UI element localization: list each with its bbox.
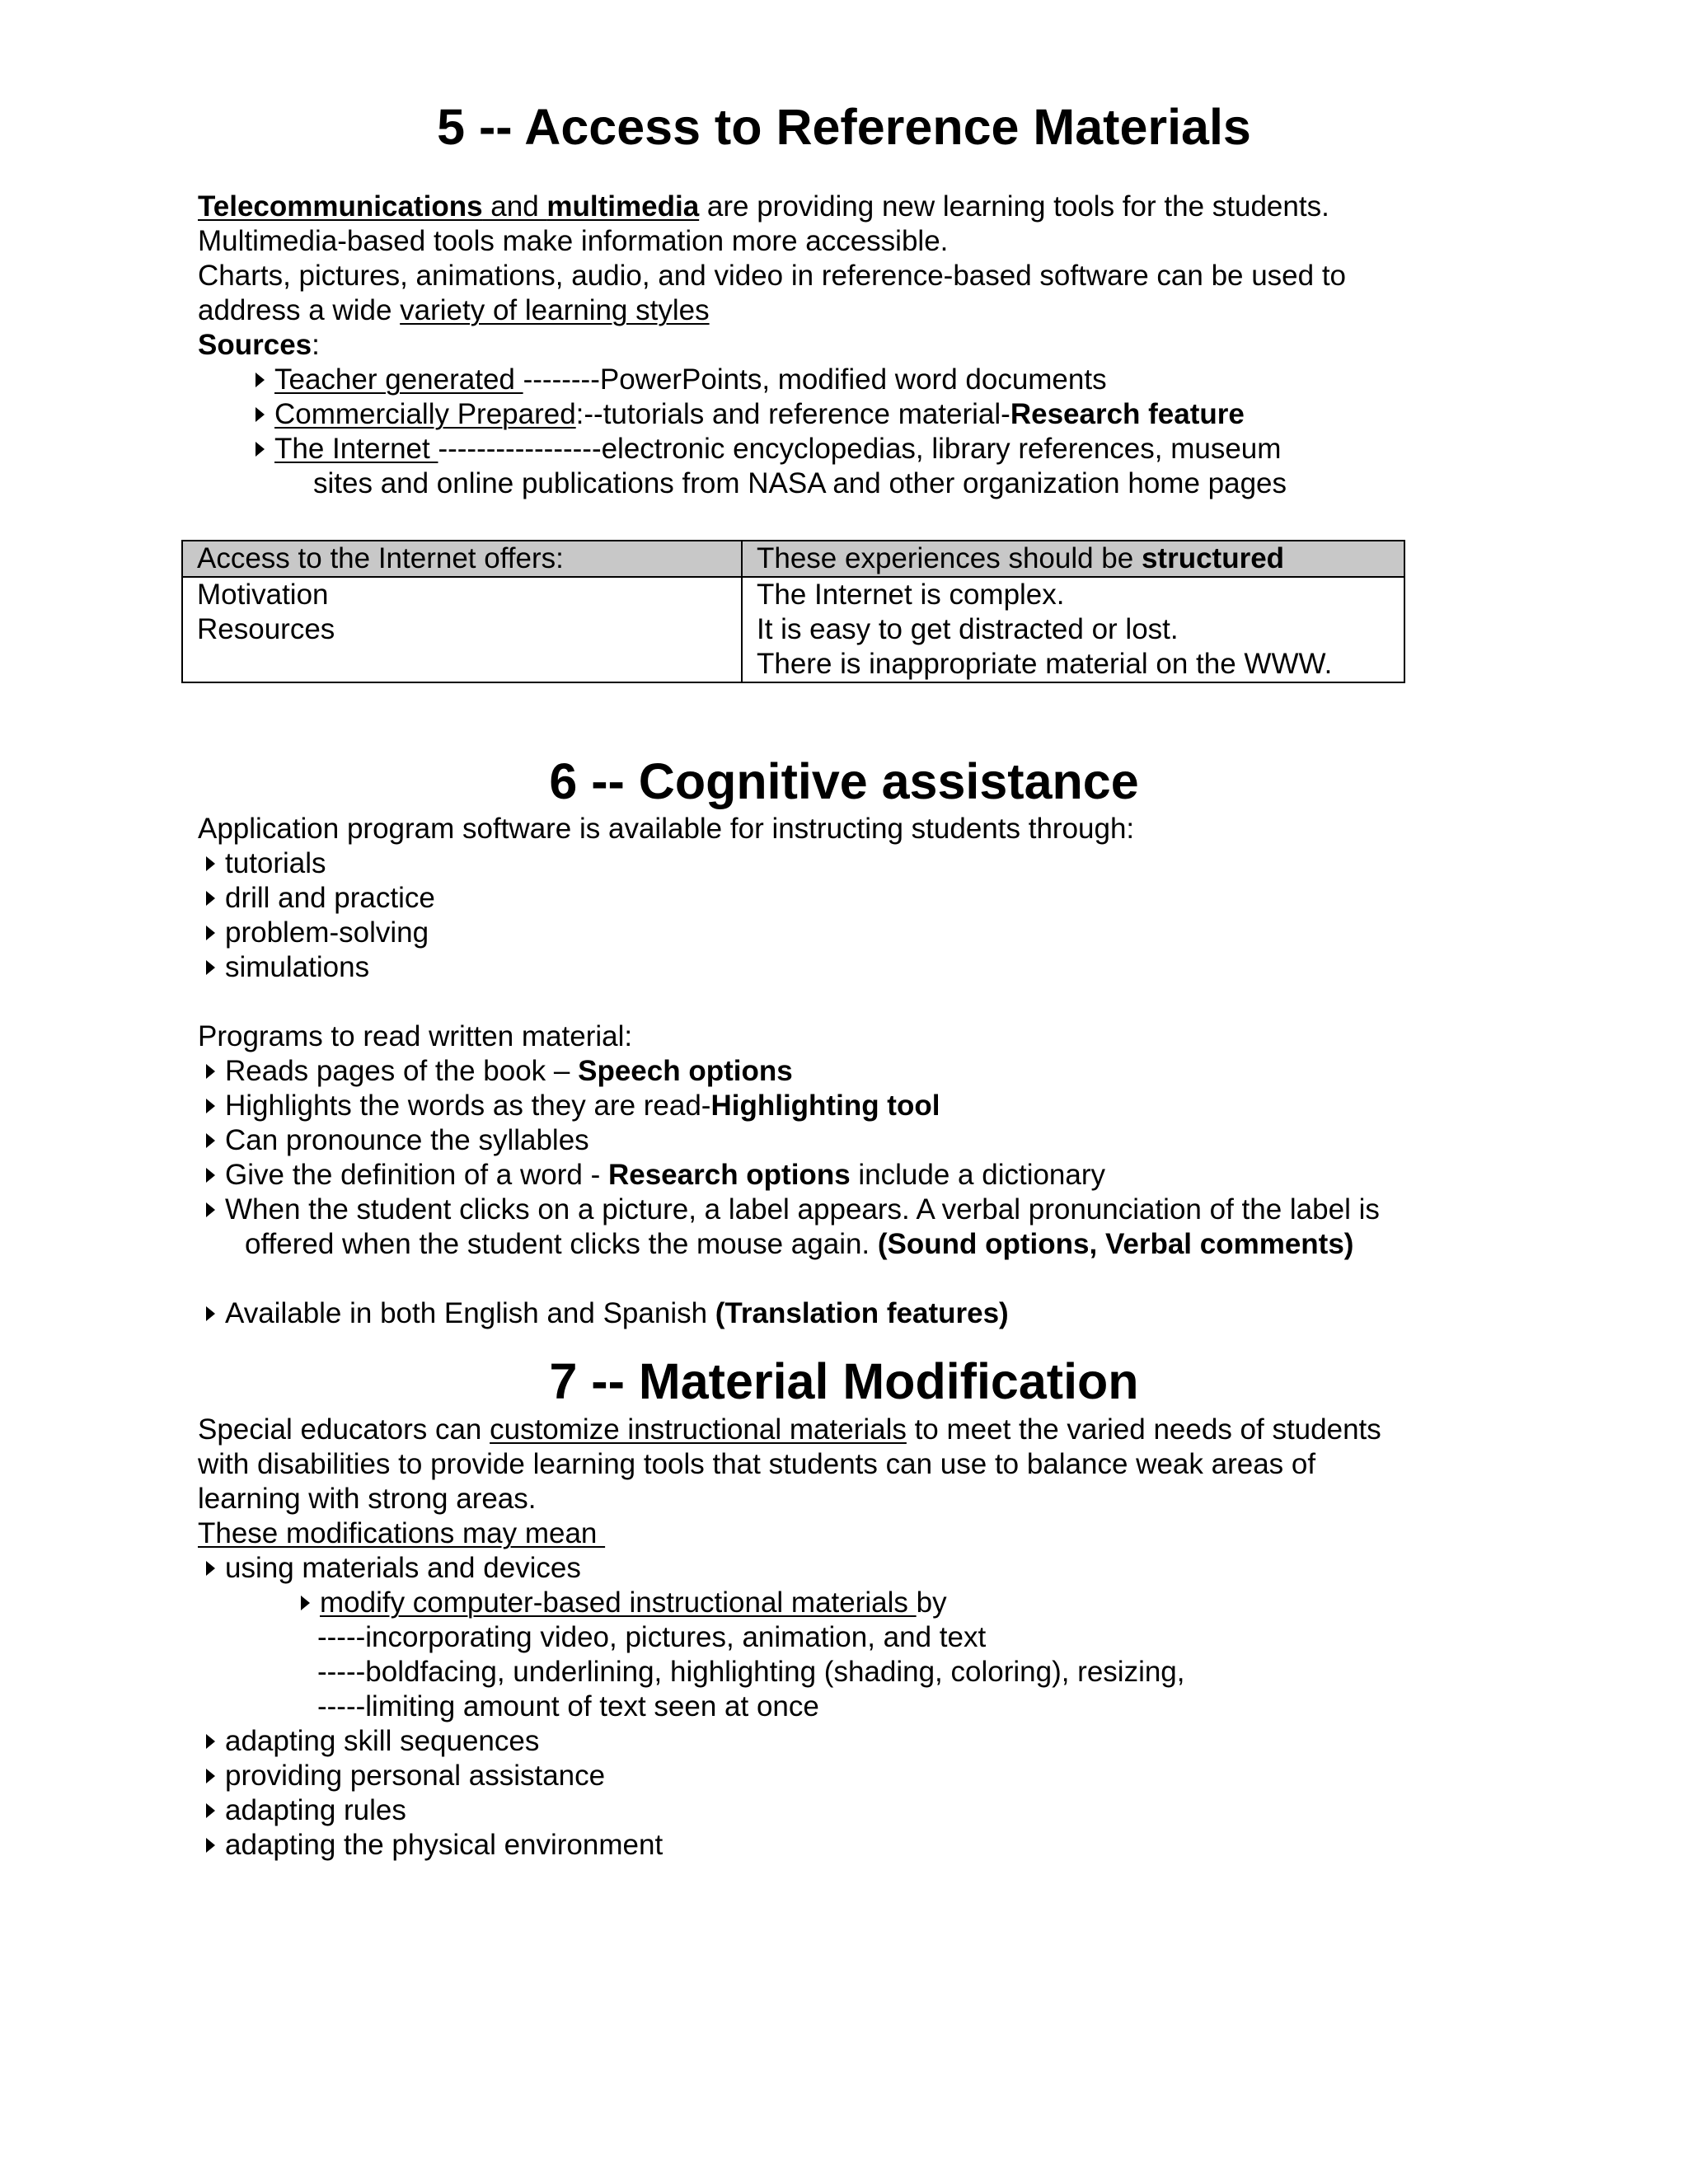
blank-line	[198, 1262, 1380, 1296]
list-item-text: simulations	[225, 951, 370, 983]
list-item-text: adapting the physical environment	[225, 1829, 663, 1861]
list-item	[198, 881, 1380, 916]
list-item	[198, 1089, 1380, 1123]
paragraph-line	[198, 293, 1346, 328]
list-item-text: offered when the student clicks the mouse again.	[245, 1228, 878, 1260]
bullet-arrow-icon	[206, 960, 215, 975]
table-header-right	[742, 541, 1404, 577]
list-item-text: tutorials	[225, 847, 326, 879]
list-item-text: Give the definition of a word -	[225, 1159, 608, 1191]
bullet-arrow-icon	[206, 1202, 215, 1217]
list-item-text: providing personal assistance	[225, 1760, 606, 1792]
table-header-left: Access to the Internet offers:	[182, 541, 742, 577]
bullet-arrow-icon	[206, 1133, 215, 1148]
list-item	[198, 1158, 1380, 1193]
line-rest: to meet the varied needs of students	[906, 1413, 1381, 1446]
table-header-row	[182, 541, 1404, 577]
source-name: The Internet	[274, 433, 438, 465]
table-cell-left	[182, 577, 742, 682]
list-item-text: Reads pages of the book –	[225, 1055, 579, 1087]
list-item	[198, 1296, 1380, 1331]
list-item	[198, 846, 1380, 881]
source-item	[198, 363, 1346, 397]
list-item-text: adapting rules	[225, 1794, 406, 1826]
list-item-bold: Highlighting tool	[710, 1090, 940, 1122]
bullet-arrow-icon	[256, 373, 265, 387]
blank-line	[198, 985, 1380, 1019]
paragraph-line: Multimedia-based tools make information more accessible.	[198, 225, 949, 257]
internet-table	[181, 540, 1405, 683]
list-item-text: using materials and devices	[225, 1552, 581, 1584]
list-item	[198, 950, 1380, 985]
dash-item: -----boldfacing, underlining, highlighting (shading, coloring), resizing,	[317, 1656, 1185, 1688]
bullet-arrow-icon	[206, 1838, 215, 1853]
source-desc: --------PowerPoints, modified word documents	[523, 363, 1107, 396]
section-6-body	[198, 812, 1380, 1331]
source-continuation: sites and online publications from NASA and other organization home pages	[313, 467, 1287, 499]
bullet-arrow-icon	[301, 1596, 310, 1610]
list-item	[198, 1123, 1380, 1158]
list-item-bold: Speech options	[578, 1055, 793, 1087]
sources-label: Sources	[198, 329, 312, 361]
customize-link: customize instructional materials	[490, 1413, 907, 1446]
modifications-label: These modifications may mean	[198, 1517, 606, 1549]
section-5-title: 5 -- Access to Reference Materials	[437, 99, 1251, 155]
paragraph-line: learning with strong areas.	[198, 1483, 537, 1515]
list-item	[198, 1793, 1381, 1828]
bullet-arrow-icon	[206, 1561, 215, 1576]
bullet-arrow-icon	[206, 1734, 215, 1749]
bullet-arrow-icon	[206, 1306, 215, 1321]
bullet-arrow-icon	[206, 1168, 215, 1183]
dash-item: -----limiting amount of text seen at once	[317, 1690, 819, 1722]
bullet-arrow-icon	[256, 442, 265, 457]
intro-rest: are providing new learning tools for the students.	[699, 190, 1329, 223]
paragraph-line: Charts, pictures, animations, audio, and video in reference-based software can be used to	[198, 260, 1347, 292]
section-5-body	[198, 190, 1346, 501]
list-item	[198, 1759, 1381, 1793]
list-item-text: drill and practice	[225, 882, 435, 914]
list-item-bold: (Sound options, Verbal comments)	[877, 1228, 1354, 1260]
header-right-text: These experiences should be	[757, 542, 1142, 574]
list-item-text: When the student clicks on a picture, a label appears. A verbal pronunciation of the label is	[225, 1193, 1380, 1226]
list-item	[198, 1193, 1380, 1227]
source-bold: Research feature	[1010, 398, 1245, 430]
table-cell-line: It is easy to get distracted or lost.	[757, 613, 1179, 645]
list-item-after: include a dictionary	[850, 1159, 1106, 1191]
list-item-text: Can pronounce the syllables	[225, 1124, 589, 1156]
bullet-arrow-icon	[206, 891, 215, 906]
bullet-arrow-icon	[206, 856, 215, 871]
table-cell-line: Motivation	[197, 579, 329, 611]
intro-line	[198, 190, 1346, 224]
bullet-arrow-icon	[206, 1803, 215, 1818]
bullet-arrow-icon	[206, 1769, 215, 1783]
header-right-bold: structured	[1141, 542, 1285, 574]
section-7-body	[198, 1413, 1381, 1863]
term-multimedia: multimedia	[546, 190, 700, 223]
line-prefix: address a wide	[198, 294, 401, 326]
list-item	[198, 1828, 1381, 1863]
sub-by: by	[916, 1586, 947, 1619]
list-item	[198, 1054, 1380, 1089]
table-cell-line: The Internet is complex.	[757, 579, 1065, 611]
source-desc: -----------------electronic encyclopedias, library references, museum	[438, 433, 1282, 465]
list-item	[198, 1551, 1381, 1586]
modify-materials-link: modify computer-based instructional materials	[320, 1586, 917, 1619]
source-item	[198, 432, 1346, 466]
bullet-arrow-icon	[206, 1064, 215, 1079]
section-7-title: 7 -- Material Modification	[549, 1353, 1139, 1409]
learning-styles-link: variety of learning styles	[400, 294, 710, 326]
table-cell-line: There is inappropriate material on the WWW.	[757, 648, 1333, 680]
list-item-text: problem-solving	[225, 916, 429, 949]
list-item-text: Available in both English and Spanish	[225, 1297, 715, 1329]
source-desc: :--tutorials and reference material-	[575, 398, 1010, 430]
list-item-text: Highlights the words as they are read-	[225, 1090, 711, 1122]
paragraph-line: with disabilities to provide learning tools that students can use to balance weak areas of	[198, 1448, 1316, 1480]
bullet-arrow-icon	[256, 407, 265, 422]
paragraph-line	[198, 1413, 1381, 1447]
line-prefix: Special educators can	[198, 1413, 490, 1446]
source-name: Teacher generated	[274, 363, 523, 396]
table-cell-line: Resources	[197, 613, 335, 645]
source-name: Commercially Prepared	[274, 398, 576, 430]
list-item-continuation	[198, 1227, 1380, 1262]
list-item-text: adapting skill sequences	[225, 1725, 540, 1757]
list-item	[198, 1724, 1381, 1759]
table-row	[182, 577, 1404, 682]
sources-colon: :	[312, 329, 320, 361]
sub-list-item	[198, 1586, 1381, 1620]
term-telecommunications: Telecommunications	[198, 190, 483, 223]
sources-heading	[198, 328, 1346, 363]
term-and: and	[482, 190, 547, 223]
bullet-arrow-icon	[206, 1099, 215, 1113]
list-item	[198, 916, 1380, 950]
dash-item: -----incorporating video, pictures, animation, and text	[317, 1621, 987, 1653]
programs-label: Programs to read written material:	[198, 1020, 633, 1052]
list-item-bold: (Translation features)	[715, 1297, 1009, 1329]
list-item-bold: Research options	[607, 1159, 851, 1191]
section-6-title: 6 -- Cognitive assistance	[549, 753, 1139, 809]
bullet-arrow-icon	[206, 926, 215, 940]
source-item	[198, 397, 1346, 432]
paragraph-line: Application program software is available for instructing students through:	[198, 813, 1135, 845]
table-cell-right	[742, 577, 1404, 682]
